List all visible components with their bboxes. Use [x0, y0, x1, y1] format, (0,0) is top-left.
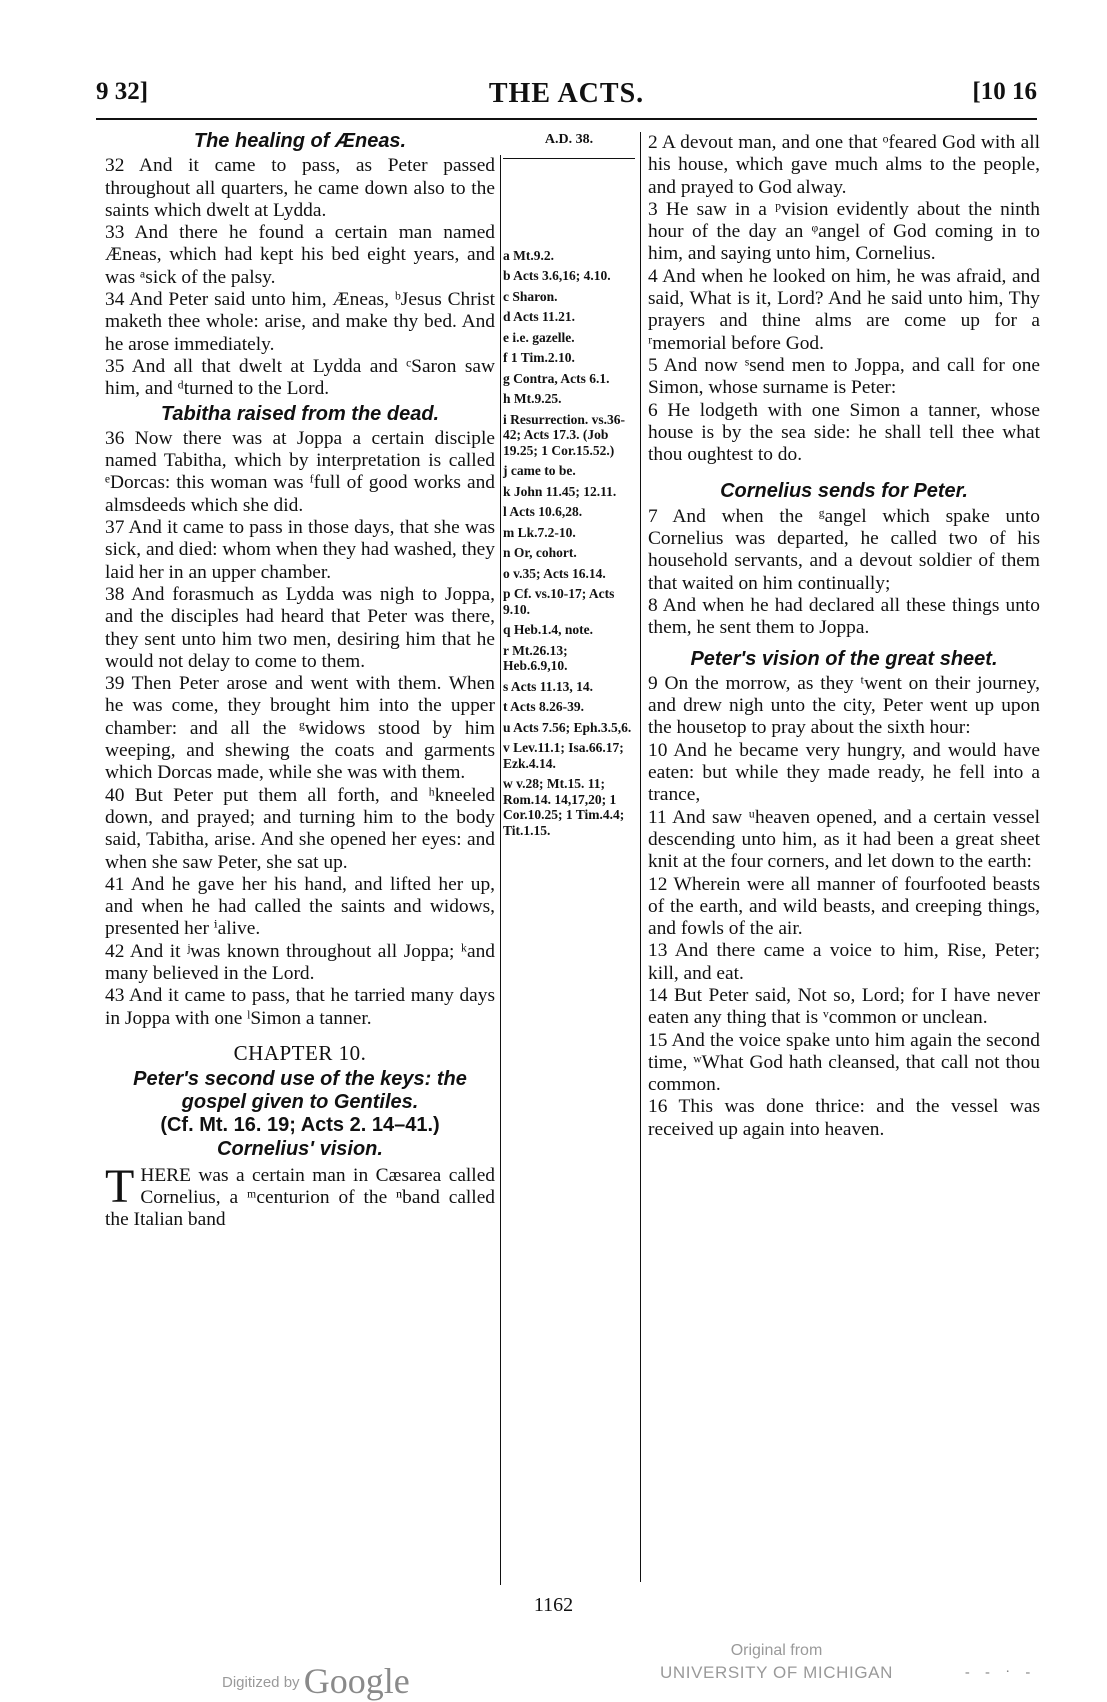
verse: 15 And the voice spake unto him again the second time, ʷWhat God hath cleansed, that call not thou common. — [648, 1029, 1040, 1096]
university-label: UNIVERSITY OF MICHIGAN — [660, 1663, 893, 1682]
verse: 37 And it came to pass in those days, that she was sick, and died: whom when they had washed, they laid her in an upper chamber. — [105, 517, 495, 583]
google-logo: Google — [303, 1661, 410, 1701]
verse: 33 And there he found a certain man named Æneas, which had kept his bed eight years, and was ᵃsick of the palsy. — [105, 222, 495, 288]
verse: 42 And it ʲwas known throughout all Joppa; ᵏand many believed in the Lord. — [105, 940, 495, 984]
cross-reference: e i.e. gazelle. — [503, 329, 575, 345]
verse: 11 And saw ᵘheaven opened, and a certain vessel descending unto him, as it had been a great sheet knit at the four corners, and let down to the earth: — [648, 806, 1040, 873]
verse: 16 This was done thrice: and the vessel was received up again into heaven. — [648, 1096, 1040, 1140]
section-heading: Tabitha raised from the dead. — [160, 402, 440, 425]
section-heading: Cornelius' vision. — [217, 1138, 383, 1161]
verse: 38 And forasmuch as Lydda was nigh to Joppa, and the disciples had heard that Peter was there, they sent unto him two men, desiring him that he would not delay to come to them. — [105, 583, 495, 672]
section-heading: The healing of Æneas. — [193, 130, 407, 152]
page-number: 1162 — [533, 1594, 574, 1616]
cross-reference: r Mt.26.13; Heb.6.9,10. — [503, 642, 568, 673]
verse: 2 A devout man, and one that ᵒfeared God with all his house, which gave much alms to the people, and prayed to God alway. — [648, 132, 1040, 198]
book-title: THE ACTS. — [488, 78, 645, 109]
page-header — [96, 78, 1037, 118]
verse-text: HERE was a certain man in Cæsarea called Cornelius, a ᵐcenturion of the ⁿband called the Italian band — [105, 1164, 495, 1231]
verse: 3 He saw in a ᵖvision evidently about the ninth hour of the day an ᵠangel of God coming in to him, and saying unto him, Cornelius. — [648, 198, 1040, 265]
verse: 39 Then Peter arose and went with them. When he was come, they brought him into the upper chamber: and all the ᵍwidows stood by him weeping, and shewing the coats and garments which Dorcas made, while she was with them. — [105, 673, 495, 784]
left-column — [105, 128, 495, 1232]
header-left-ref: 9 32] — [96, 78, 149, 105]
cross-reference: m Lk.7.2-10. — [503, 524, 576, 540]
verse: 32 And it came to pass, as Peter passed throughout all quarters, he came down also to the saints which dwelt at Lydda. — [105, 155, 495, 221]
drop-cap: T — [105, 1159, 135, 1213]
left-column-divider — [500, 155, 501, 1585]
header-rule — [96, 118, 1037, 120]
chapter-subheading: Peter's second use of the keys: the gospel given to Gentiles. — [133, 1068, 467, 1114]
section-heading: Cornelius sends for Peter. — [720, 480, 968, 503]
cross-reference: d Acts 11.21. — [503, 309, 576, 324]
verse: 34 And Peter said unto him, Æneas, ᵇJesus Christ maketh thee whole: arise, and make thy bed. And he arose immediately. — [105, 289, 495, 355]
cross-reference: a Mt.9.2. — [503, 247, 554, 263]
verse: 5 And now ˢsend men to Joppa, and call for one Simon, whose surname is Peter: — [648, 354, 1040, 399]
cross-reference: l Acts 10.6,28. — [503, 504, 583, 519]
verse: 35 And all that dwelt at Lydda and ᶜSaron saw him, and ᵈturned to the Lord. — [105, 355, 495, 400]
scan-specks: - - · - — [965, 1665, 1037, 1680]
cross-reference: u Acts 7.56; Eph.3.5,6. — [503, 719, 632, 735]
cross-reference: j came to be. — [503, 463, 576, 478]
original-from-label: Original from — [730, 1642, 823, 1659]
cross-reference: i Resurrection. vs.36-42; Acts 17.3. (Job 19.25; 1 Cor.15.52.) — [503, 411, 625, 458]
chapter-cross-reference: (Cf. Mt. 16. 19; Acts 2. 14–41.) — [160, 1114, 440, 1137]
original-from-watermark — [660, 1640, 893, 1684]
cross-reference: p Cf. vs.10-17; Acts 9.10. — [503, 586, 615, 617]
verse: 9 On the morrow, as they ᵗwent on their journey, and drew nigh unto the city, Peter went up upon the housetop to pray about the sixth hour: — [648, 672, 1040, 739]
cross-reference: g Contra, Acts 6.1. — [503, 370, 610, 386]
verse: 36 Now there was at Joppa a certain disciple named Tabitha, which by interpretation is called ᵉDorcas: this woman was ᶠfull of good works and almsdeeds which she did. — [105, 427, 495, 516]
verse: 14 But Peter said, Not so, Lord; for I have never eaten any thing that is ᵛcommon or unclean. — [648, 984, 1040, 1029]
cross-reference: q Heb.1.4, note. — [503, 622, 594, 637]
reference-column — [503, 132, 635, 843]
cross-reference: h Mt.9.25. — [503, 391, 562, 406]
verse: 41 And he gave her his hand, and lifted her up, and when he had called the saints and widows, presented her ⁱalive. — [105, 873, 495, 940]
cross-reference: v Lev.11.1; Isa.66.17; Ezk.4.14. — [503, 740, 624, 771]
verse: 4 And when he looked on him, he was afraid, and said, What is it, Lord? And he said unto him, Thy prayers and thine alms are come up for a ʳmemorial before God. — [648, 265, 1040, 354]
cross-reference: k John 11.45; 12.11. — [503, 483, 617, 499]
cross-reference: w v.28; Mt.15. 11; Rom.14. 14,17,20; 1 Cor.10.25; 1 Tim.4.4; Tit.1.15. — [503, 776, 625, 838]
cross-reference: b Acts 3.6,16; 4.10. — [503, 268, 611, 283]
cross-reference: o v.35; Acts 16.14. — [503, 565, 606, 581]
digitized-by-watermark — [222, 1660, 410, 1702]
verse: 40 But Peter put them all forth, and ʰkneeled down, and prayed; and turning him to the body said, Tabitha, arise. And she opened her eyes: and when she saw Peter, she sat up. — [105, 784, 495, 873]
right-column-divider — [640, 132, 641, 1582]
header-right-ref: [10 16 — [972, 78, 1037, 105]
digitized-by-label: Digitized by — [222, 1674, 300, 1691]
section-heading: Peter's vision of the great sheet. — [690, 647, 998, 670]
verse: 10 And he became very hungry, and would have eaten: but while they made ready, he fell into a trance, — [648, 739, 1040, 806]
chapter-heading: CHAPTER 10. — [233, 1040, 367, 1065]
cross-reference: c Sharon. — [503, 288, 558, 304]
cross-reference: t Acts 8.26-39. — [503, 699, 584, 714]
right-column — [648, 132, 1040, 1141]
verse: 7 And when the ᵍangel which spake unto Cornelius was departed, he called two of his household servants, and a devout soldier of them that waited on him continually; — [648, 505, 1040, 594]
cross-reference: n Or, cohort. — [503, 545, 577, 560]
anno-domini: A.D. 38. — [544, 132, 594, 147]
verse — [105, 1159, 495, 1232]
verse: 43 And it came to pass, that he tarried many days in Joppa with one ˡSimon a tanner. — [105, 985, 495, 1029]
verse: 13 And there came a voice to him, Rise, Peter; kill, and eat. — [648, 940, 1040, 984]
cross-reference: s Acts 11.13, 14. — [503, 678, 594, 694]
verse: 8 And when he had declared all these things unto them, he sent them to Joppa. — [648, 594, 1040, 639]
verse: 12 Wherein were all manner of fourfooted beasts of the earth, and wild beasts, and creeping things, and fowls of the air. — [648, 873, 1040, 940]
cross-reference: f 1 Tim.2.10. — [503, 350, 575, 365]
verse: 6 He lodgeth with one Simon a tanner, whose house is by the sea side: he shall tell thee what thou oughtest to do. — [648, 399, 1040, 466]
